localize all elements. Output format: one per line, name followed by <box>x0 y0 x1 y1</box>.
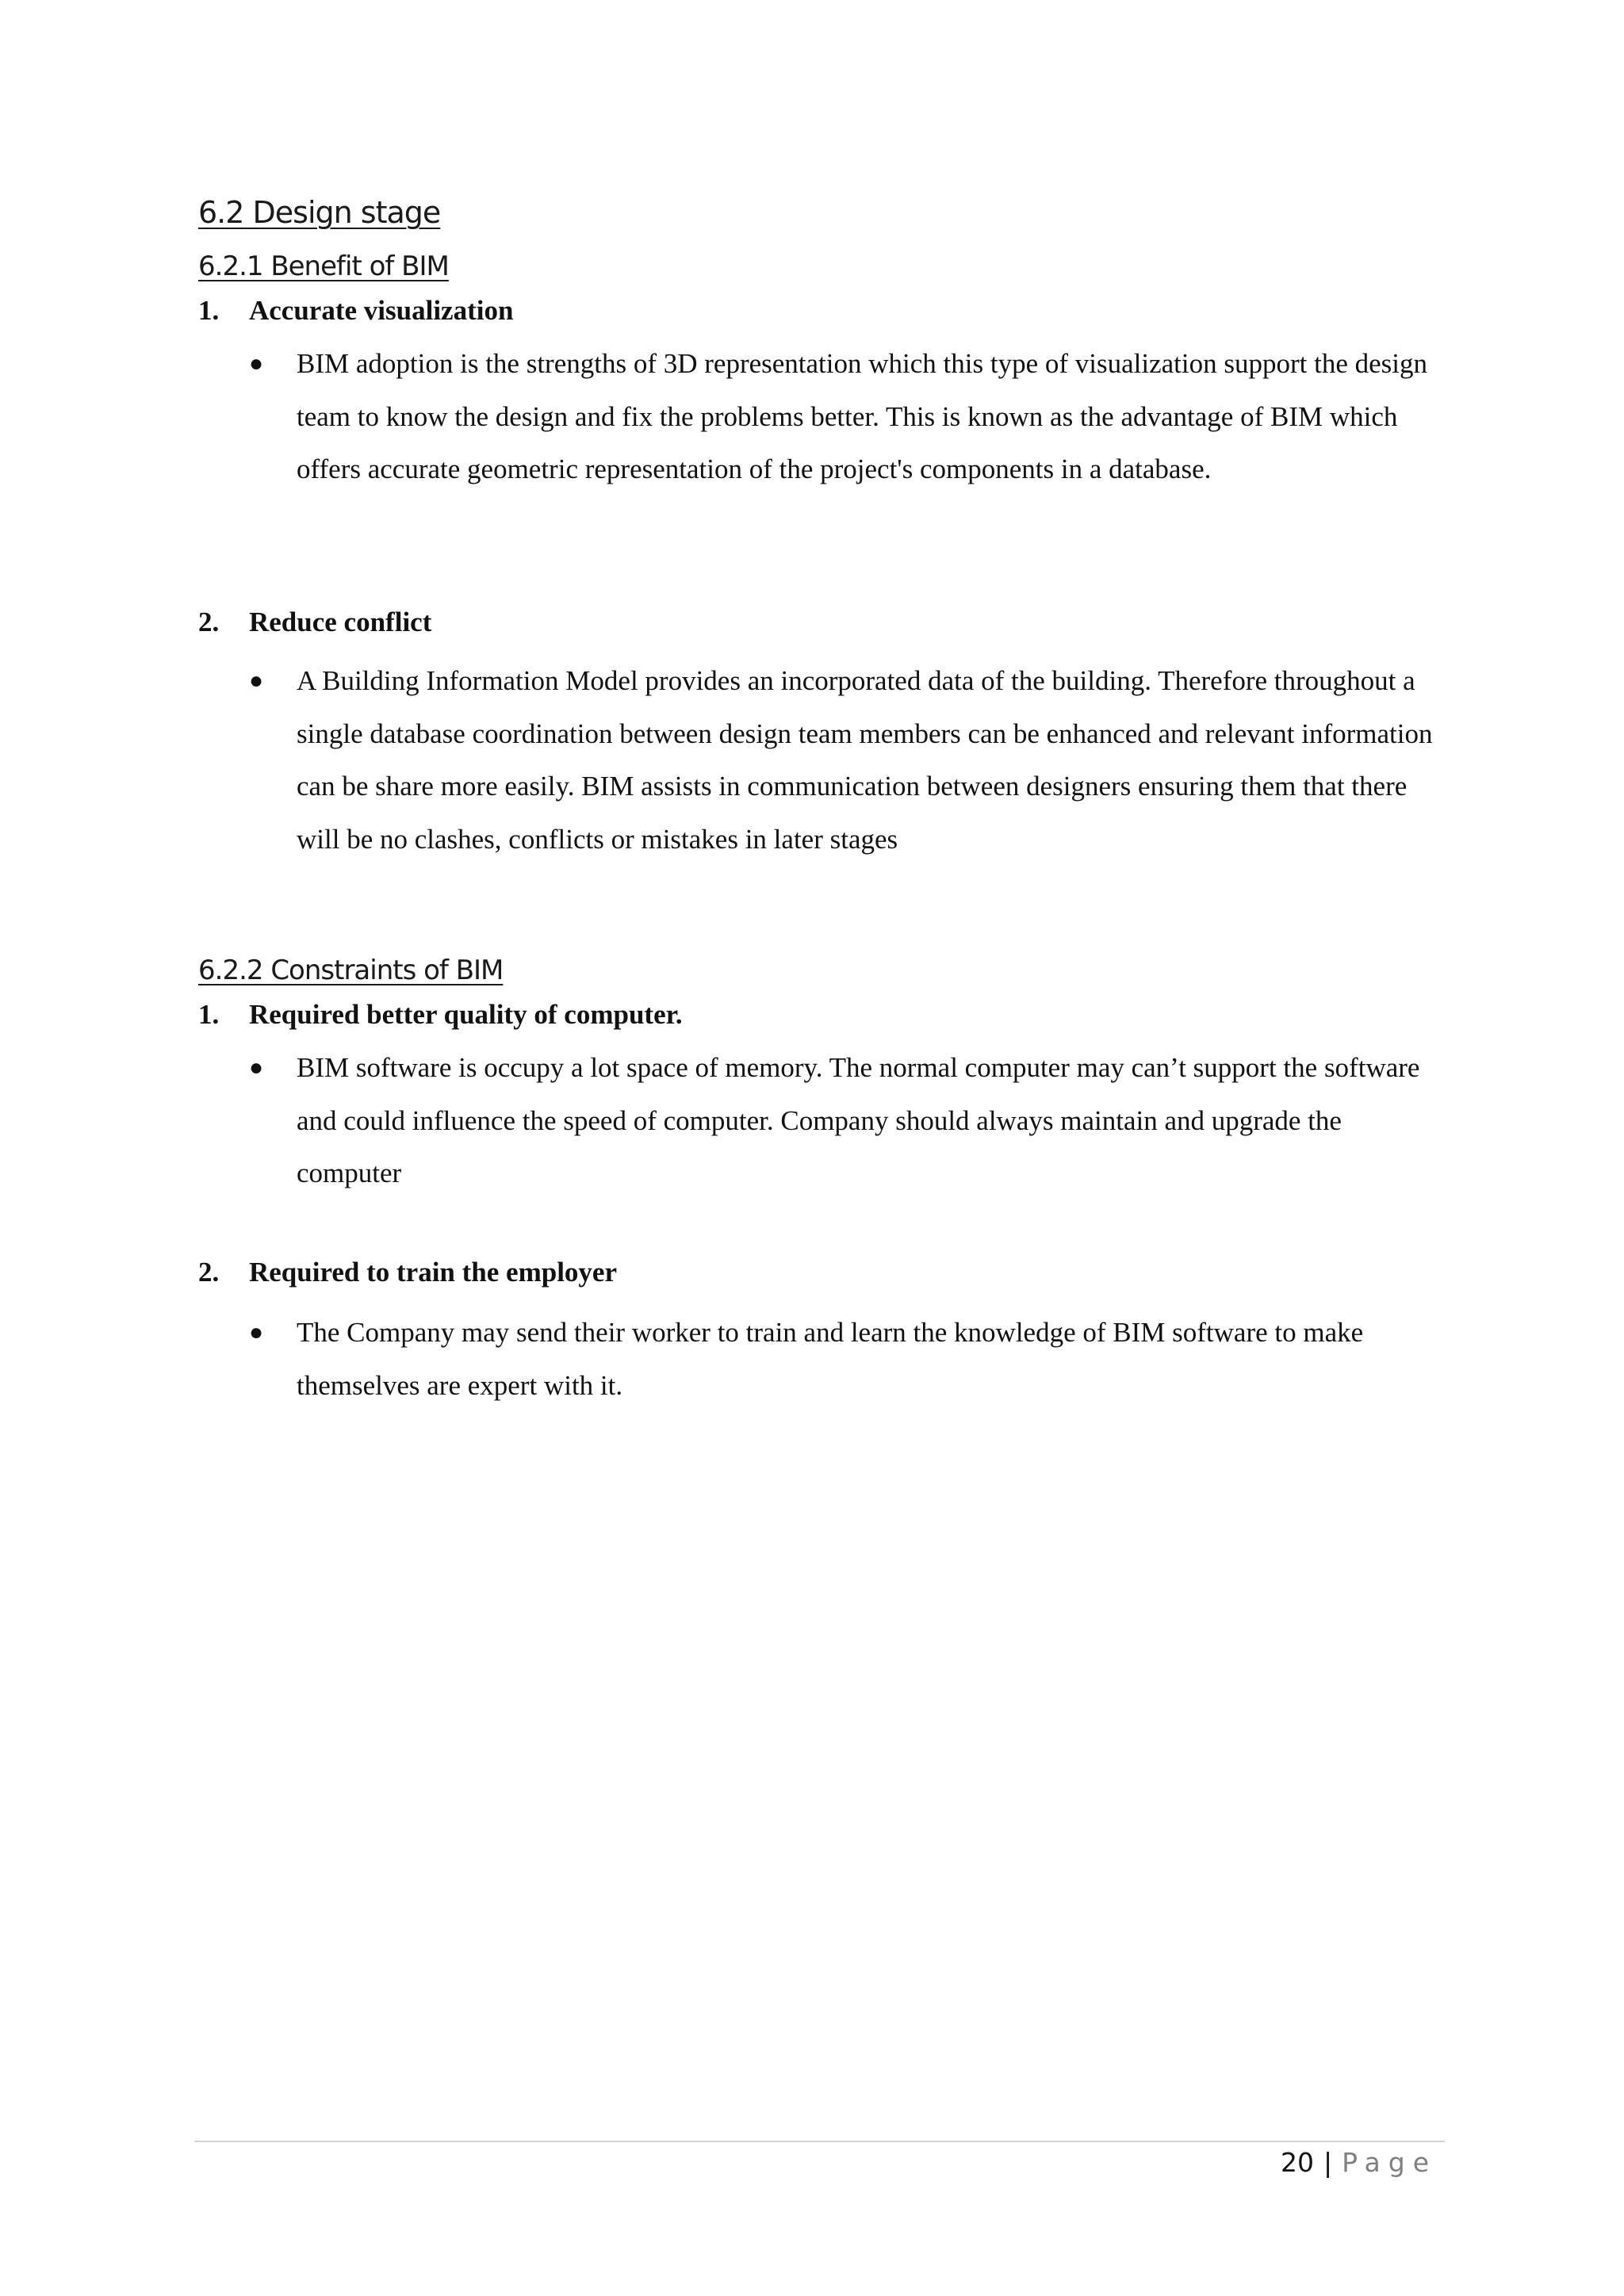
bullet-item <box>249 1042 1438 1200</box>
item-heading-text: Accurate visualization <box>249 295 514 326</box>
item-heading-text: Required to train the employer <box>249 1257 618 1288</box>
item-number: 1. <box>198 295 220 326</box>
footer-separator: | <box>1323 2147 1333 2178</box>
item-number: 1. <box>198 999 220 1030</box>
numbered-item-heading <box>198 295 513 327</box>
bullet-text: The Company may send their worker to train and learn the knowledge of BIM software to make themselves are expert with it. <box>297 1317 1364 1401</box>
numbered-item-heading <box>198 999 683 1031</box>
numbered-item-heading <box>198 607 431 638</box>
footer-divider <box>194 2141 1445 2142</box>
section-heading: 6.2 Design stage <box>198 195 441 230</box>
page-footer <box>1281 2142 1437 2183</box>
bullet-item <box>249 1307 1438 1412</box>
page-label: Page <box>1342 2147 1437 2178</box>
item-heading-text: Required better quality of computer. <box>249 999 683 1030</box>
bullet-text: BIM software is occupy a lot space of memory. The normal computer may can’t support the software and could influence the speed of computer. Company should always maintain and upgrade the computer <box>297 1052 1420 1188</box>
bullet-icon: ● <box>249 1054 264 1081</box>
item-number: 2. <box>198 607 220 637</box>
subsection-heading-constraints: 6.2.2 Constraints of BIM <box>198 955 504 986</box>
page-number: 20 <box>1280 2147 1314 2178</box>
numbered-item-heading <box>198 1257 617 1288</box>
item-number: 2. <box>198 1257 220 1288</box>
subsection-heading-benefit: 6.2.1 Benefit of BIM <box>198 251 449 282</box>
bullet-item <box>249 338 1438 496</box>
item-heading-text: Reduce conflict <box>249 607 432 637</box>
bullet-icon: ● <box>249 668 264 694</box>
bullet-icon: ● <box>249 1319 264 1345</box>
bullet-text: BIM adoption is the strengths of 3D representation which this type of visualization support the design team to know the design and fix the problems better. This is known as the advantage of BIM which offers accurate geometric representation of the project's components in a database. <box>297 348 1428 484</box>
bullet-text: A Building Information Model provides an incorporated data of the building. Therefore throughout a single database coordination between design team members can be enhanced and relevant information can be share more easily. BIM assists in communication between designers ensuring them that there will be no clashes, conflicts or mistakes in later stages <box>297 665 1433 855</box>
bullet-item <box>249 655 1438 866</box>
bullet-icon: ● <box>249 350 264 377</box>
